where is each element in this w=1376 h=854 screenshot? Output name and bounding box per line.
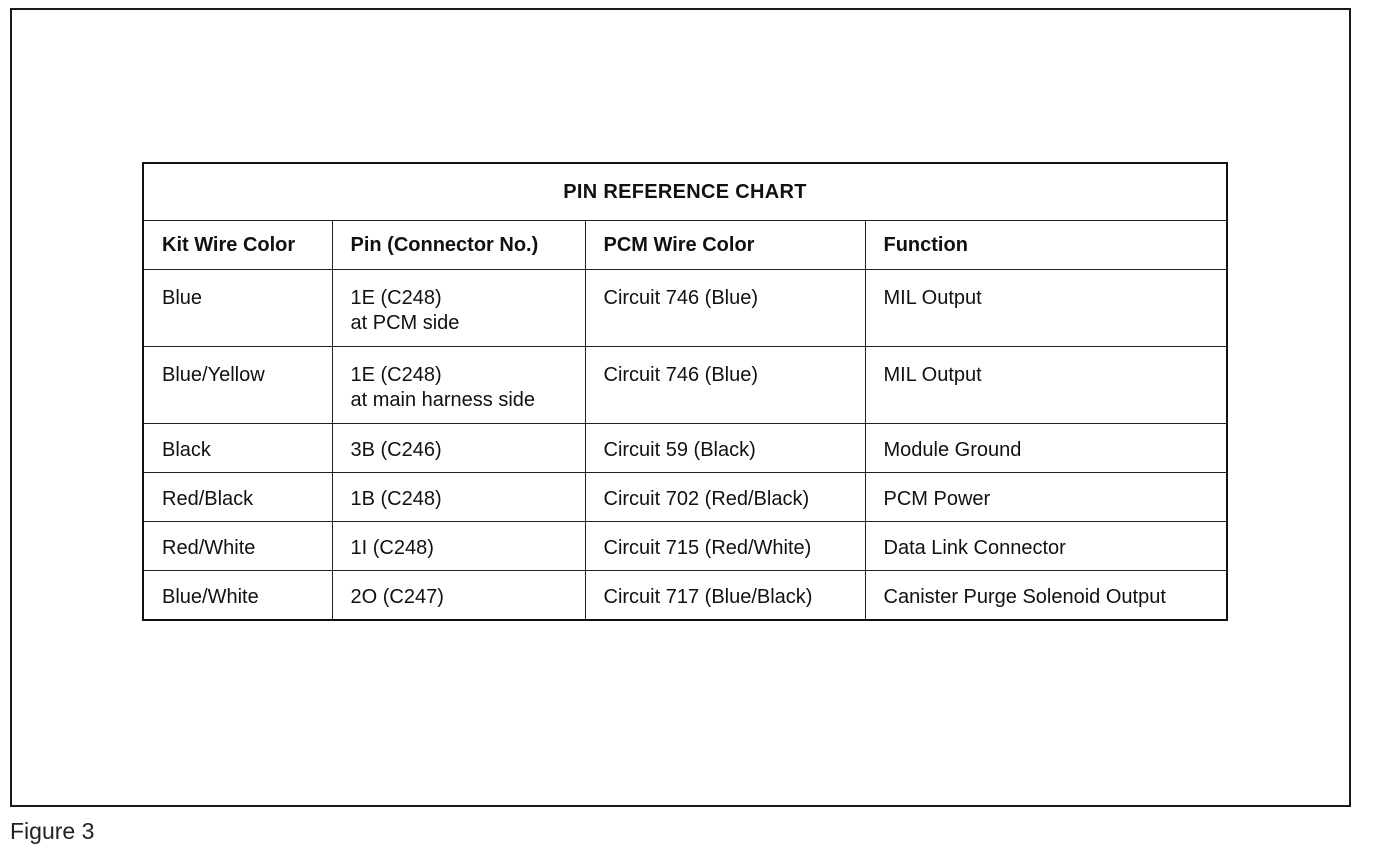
- pin-cell: [332, 270, 585, 347]
- pin-cell: 3B (C246): [332, 424, 585, 473]
- header-kit-wire-color: Kit Wire Color: [143, 221, 332, 270]
- kit-wire-color-cell: Black: [143, 424, 332, 473]
- pin-note: at PCM side: [350, 312, 460, 334]
- table-row: [143, 424, 1227, 473]
- function-cell: MIL Output: [865, 270, 1227, 347]
- pin-cell: 2O (C247): [332, 571, 585, 621]
- pin-cell: [332, 347, 585, 424]
- pin-cell: 1B (C248): [332, 473, 585, 522]
- pcm-wire-color-cell: Circuit 715 (Red/White): [585, 522, 865, 571]
- function-cell: Canister Purge Solenoid Output: [865, 571, 1227, 621]
- kit-wire-color-cell: Red/White: [143, 522, 332, 571]
- chart-title: PIN REFERENCE CHART: [143, 163, 1227, 221]
- pin-value: 1E (C248): [350, 287, 442, 309]
- title-row: [143, 163, 1227, 221]
- pin-value: 1E (C248): [350, 364, 442, 386]
- function-cell: Data Link Connector: [865, 522, 1227, 571]
- pin-reference-chart: [142, 162, 1228, 621]
- function-cell: PCM Power: [865, 473, 1227, 522]
- table-row: [143, 347, 1227, 424]
- pcm-wire-color-cell: Circuit 717 (Blue/Black): [585, 571, 865, 621]
- pcm-wire-color-cell: Circuit 746 (Blue): [585, 270, 865, 347]
- kit-wire-color-cell: Blue/Yellow: [143, 347, 332, 424]
- figure-caption: Figure 3: [10, 818, 95, 844]
- pcm-wire-color-cell: Circuit 702 (Red/Black): [585, 473, 865, 522]
- function-cell: MIL Output: [865, 347, 1227, 424]
- kit-wire-color-cell: Red/Black: [143, 473, 332, 522]
- function-cell: Module Ground: [865, 424, 1227, 473]
- pcm-wire-color-cell: Circuit 746 (Blue): [585, 347, 865, 424]
- kit-wire-color-cell: Blue: [143, 270, 332, 347]
- kit-wire-color-cell: Blue/White: [143, 571, 332, 621]
- header-row: [143, 221, 1227, 270]
- pin-note: at main harness side: [350, 389, 536, 411]
- header-function: Function: [865, 221, 1227, 270]
- table-row: [143, 270, 1227, 347]
- table-row: [143, 473, 1227, 522]
- header-pin-connector: Pin (Connector No.): [332, 221, 585, 270]
- table-row: [143, 571, 1227, 621]
- table-row: [143, 522, 1227, 571]
- header-pcm-wire-color: PCM Wire Color: [585, 221, 865, 270]
- pcm-wire-color-cell: Circuit 59 (Black): [585, 424, 865, 473]
- pin-cell: 1I (C248): [332, 522, 585, 571]
